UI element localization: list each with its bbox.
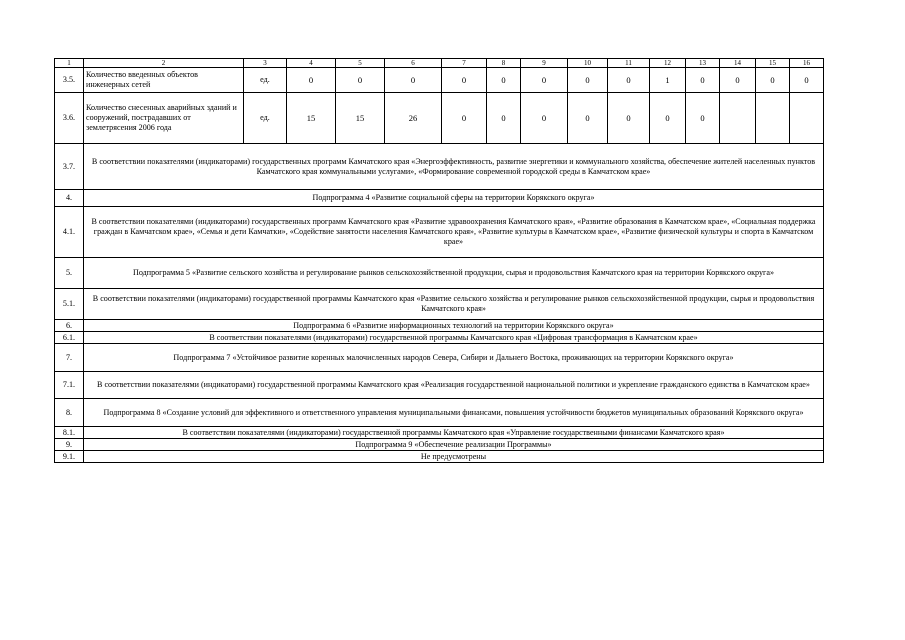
- column-number-header: 6: [385, 59, 442, 68]
- column-number-header: 14: [720, 59, 756, 68]
- column-number-header: 15: [756, 59, 790, 68]
- column-number-header: 11: [608, 59, 650, 68]
- indicators-table: [54, 58, 824, 463]
- value-cell: 0: [385, 68, 442, 93]
- subprogram-title: Подпрограмма 6 «Развитие информационных технологий на территории Корякского округа»: [84, 320, 824, 332]
- table-row-3-6: [55, 93, 824, 144]
- row-number: 5.: [55, 258, 84, 289]
- row-number: 7.: [55, 344, 84, 372]
- row-number: 8.: [55, 399, 84, 427]
- value-cell: 0: [442, 93, 487, 144]
- value-cell: [756, 93, 790, 144]
- unit-cell: ед.: [244, 93, 287, 144]
- value-cell: [790, 93, 824, 144]
- merged-text-cell: В соответствии показателями (индикаторами) государственных программ Камчатского края «Энергоэффективность, развитие энергетики и коммунального хозяйства, обеспечение жителей населенных пунктов Камчатского края коммунальными услугами», «Формирование современной городской среды в Камчатском крае»: [84, 144, 824, 190]
- row-number: 7.1.: [55, 372, 84, 399]
- table-row-4: [55, 190, 824, 207]
- table-row-6: [55, 320, 824, 332]
- value-cell: 0: [568, 93, 608, 144]
- row-number: 9.: [55, 439, 84, 451]
- value-cell: 0: [287, 68, 336, 93]
- table-row-8: [55, 399, 824, 427]
- value-cell: 0: [568, 68, 608, 93]
- unit-cell: ед.: [244, 68, 287, 93]
- column-number-header: 2: [84, 59, 244, 68]
- table-row-5-1: [55, 289, 824, 320]
- value-cell: 0: [487, 93, 521, 144]
- value-cell: 0: [790, 68, 824, 93]
- column-number-header: 5: [336, 59, 385, 68]
- column-number-header: 13: [686, 59, 720, 68]
- value-cell: 15: [287, 93, 336, 144]
- row-number: 6.: [55, 320, 84, 332]
- column-number-header: 7: [442, 59, 487, 68]
- table-row-8-1: [55, 427, 824, 439]
- row-number: 4.1.: [55, 207, 84, 258]
- value-cell: 0: [686, 93, 720, 144]
- subprogram-title: Подпрограмма 9 «Обеспечение реализации Программы»: [84, 439, 824, 451]
- value-cell: 0: [608, 68, 650, 93]
- column-number-header: 8: [487, 59, 521, 68]
- row-number: 6.1.: [55, 332, 84, 344]
- value-cell: [720, 93, 756, 144]
- table-row-5: [55, 258, 824, 289]
- subprogram-title: Подпрограмма 5 «Развитие сельского хозяйства и регулирование рынков сельскохозяйственной продукции, сырья и продовольствия Камчатского края на территории Корякского округа»: [84, 258, 824, 289]
- column-number-header: 1: [55, 59, 84, 68]
- merged-text-cell: В соответствии показателями (индикаторами) государственной программы Камчатского края «Управление государственными финансами Камчатского края»: [84, 427, 824, 439]
- merged-text-cell: В соответствии показателями (индикаторами) государственных программ Камчатского края «Развитие здравоохранения Камчатского края», «Развитие образования в Камчатском крае», «Социальная поддержка граждан в Камчатском крае», «Семья и дети Камчатки», «Содействие занятости населения Камчатского края», «Развитие культуры в Камчатском крае», «Развитие физической культуры и спорта в Камчатском крае»: [84, 207, 824, 258]
- row-number: 9.1.: [55, 451, 84, 463]
- value-cell: 26: [385, 93, 442, 144]
- column-number-header: 12: [650, 59, 686, 68]
- row-number: 3.6.: [55, 93, 84, 144]
- merged-text-cell: В соответствии показателями (индикаторами) государственной программы Камчатского края «Развитие сельского хозяйства и регулирование рынков сельскохозяйственной продукции, сырья и продовольствия Камчатского края»: [84, 289, 824, 320]
- indicator-name: Количество снесенных аварийных зданий и сооружений, пострадавших от землетрясения 2006 года: [84, 93, 244, 144]
- column-number-header: 9: [521, 59, 568, 68]
- column-number-header-row: [55, 59, 824, 68]
- table-row-7-1: [55, 372, 824, 399]
- merged-text-cell: В соответствии показателями (индикаторами) государственной программы Камчатского края «Цифровая трансформация в Камчатском крае»: [84, 332, 824, 344]
- value-cell: 15: [336, 93, 385, 144]
- table-row-6-1: [55, 332, 824, 344]
- column-number-header: 4: [287, 59, 336, 68]
- table-row-9-1: [55, 451, 824, 463]
- table-row-9: [55, 439, 824, 451]
- row-number: 5.1.: [55, 289, 84, 320]
- value-cell: 0: [756, 68, 790, 93]
- value-cell: 1: [650, 68, 686, 93]
- row-number: 4.: [55, 190, 84, 207]
- value-cell: 0: [720, 68, 756, 93]
- subprogram-title: Подпрограмма 7 «Устойчивое развитие коренных малочисленных народов Севера, Сибири и Дальнего Востока, проживающих на территории Корякского округа»: [84, 344, 824, 372]
- merged-text-cell: В соответствии показателями (индикаторами) государственной программы Камчатского края «Реализация государственной национальной политики и укрепление гражданского единства в Камчатском крае»: [84, 372, 824, 399]
- table-row-3-5: [55, 68, 824, 93]
- value-cell: 0: [442, 68, 487, 93]
- subprogram-title: Подпрограмма 8 «Создание условий для эффективного и ответственного управления муниципальными финансами, повышения устойчивости бюджетов муниципальных образований Корякского округа»: [84, 399, 824, 427]
- value-cell: 0: [608, 93, 650, 144]
- value-cell: 0: [336, 68, 385, 93]
- column-number-header: 3: [244, 59, 287, 68]
- column-number-header: 10: [568, 59, 608, 68]
- value-cell: 0: [650, 93, 686, 144]
- value-cell: 0: [686, 68, 720, 93]
- row-number: 8.1.: [55, 427, 84, 439]
- subprogram-title: Подпрограмма 4 «Развитие социальной сферы на территории Корякского округа»: [84, 190, 824, 207]
- table-row-3-7: [55, 144, 824, 190]
- value-cell: 0: [521, 68, 568, 93]
- indicator-name: Количество введенных объектов инженерных сетей: [84, 68, 244, 93]
- row-number: 3.7.: [55, 144, 84, 190]
- row-number: 3.5.: [55, 68, 84, 93]
- value-cell: 0: [487, 68, 521, 93]
- column-number-header: 16: [790, 59, 824, 68]
- table-row-7: [55, 344, 824, 372]
- table-row-4-1: [55, 207, 824, 258]
- value-cell: 0: [521, 93, 568, 144]
- merged-text-cell: Не предусмотрены: [84, 451, 824, 463]
